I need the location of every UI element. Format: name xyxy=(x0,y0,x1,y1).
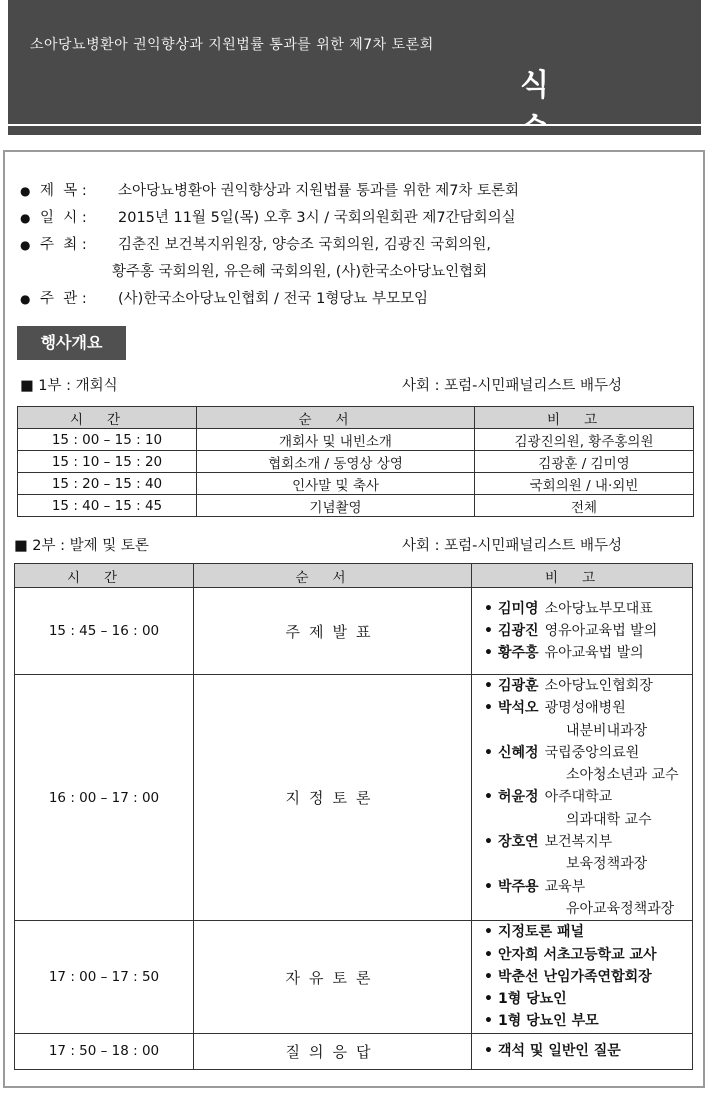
time-cell: 15 : 20 – 15 : 40 xyxy=(18,473,197,495)
info-label: 주 관 : xyxy=(40,291,87,307)
note-name: 안자희 서초고등학교 교사 xyxy=(498,946,657,963)
bullet-icon: ● xyxy=(20,184,31,198)
note-item xyxy=(484,742,692,764)
info-value: (사)한국소아당뇨인협회 / 전국 1형당뇨 부모모임 xyxy=(118,291,428,307)
note-desc: 교육부 xyxy=(544,878,586,895)
part1-host: 사회 : 포럼-시민패널리스트 배두성 xyxy=(402,378,623,394)
note-name: 김미영 xyxy=(498,600,539,617)
note-item xyxy=(484,675,692,697)
table-row xyxy=(18,495,694,517)
col-item: 순서 xyxy=(197,407,475,429)
note-cell: 김광진의원, 황주홍의원 xyxy=(475,429,694,451)
note-item xyxy=(484,620,692,642)
note-name: 박석오 xyxy=(498,700,539,717)
item-cell: 인사말 및 축사 xyxy=(197,473,475,495)
note-item xyxy=(484,966,692,988)
note-item xyxy=(484,642,692,664)
table-row xyxy=(18,473,694,495)
info-value: 황주홍 국회의원, 유은혜 국회의원, (사)한국소아당뇨인협회 xyxy=(112,264,488,280)
note-cell xyxy=(472,675,693,921)
note-item xyxy=(484,1010,692,1032)
info-label: 제 목 : xyxy=(40,183,87,199)
info-row xyxy=(20,259,690,286)
note-desc: 보건복지부 xyxy=(544,834,613,851)
note-cell: 김광훈 / 김미영 xyxy=(475,451,694,473)
time-cell: 16 : 00 – 17 : 00 xyxy=(15,675,194,921)
info-value: 2015년 11월 5일(목) 오후 3시 / 국회의원회관 제7간담회의실 xyxy=(118,210,516,226)
note-name: 1형 당뇨인 xyxy=(498,991,567,1008)
item-cell: 주제발표 xyxy=(194,588,472,675)
bullet-icon: • xyxy=(484,700,493,717)
bullet-icon: • xyxy=(484,622,493,639)
col-time: 시간 xyxy=(15,564,194,588)
table-row xyxy=(18,429,694,451)
bullet-icon: • xyxy=(484,946,493,963)
info-value: 김춘진 보건복지위원장, 양승조 국회의원, 김광진 국회의원, xyxy=(118,237,492,253)
table-row xyxy=(15,675,693,921)
item-cell: 지정토론 xyxy=(194,675,472,921)
note-name: 지정토론 패널 xyxy=(498,924,585,941)
info-row xyxy=(20,232,690,259)
note-item xyxy=(484,697,692,719)
time-cell: 17 : 00 – 17 : 50 xyxy=(15,921,194,1033)
note-item xyxy=(484,831,692,853)
note-name: 황주홍 xyxy=(498,645,539,662)
item-cell: 자유토론 xyxy=(194,921,472,1033)
note-name: 신혜정 xyxy=(498,744,539,761)
info-value: 소아당뇨병환아 권익향상과 지원법률 통과를 위한 제7차 토론회 xyxy=(118,183,520,199)
table-row xyxy=(15,1033,693,1069)
note-item xyxy=(484,988,692,1010)
note-name: 1형 당뇨인 부모 xyxy=(498,1013,599,1030)
note-name: 박주용 xyxy=(498,878,539,895)
bullet-icon: ● xyxy=(20,292,31,306)
overview-label: 행사개요 xyxy=(17,326,126,360)
part1-title: ■ 1부 : 개회식 xyxy=(20,378,118,394)
note-item xyxy=(484,921,692,943)
bullet-icon: • xyxy=(484,924,493,941)
item-cell: 개회사 및 내빈소개 xyxy=(197,429,475,451)
bullet-icon: • xyxy=(484,1013,493,1030)
note-desc: 광명성애병원 xyxy=(544,700,626,717)
col-note: 비고 xyxy=(475,407,694,429)
note-name: 김광진 xyxy=(498,622,539,639)
bullet-icon: • xyxy=(484,744,493,761)
part1-table xyxy=(17,406,694,517)
bullet-icon: • xyxy=(484,878,493,895)
bullet-icon: • xyxy=(484,678,493,694)
note-desc: 국립중앙의료원 xyxy=(544,744,640,761)
note-desc-cont: 내분비내과장 xyxy=(566,722,648,739)
part2-host: 사회 : 포럼-시민패널리스트 배두성 xyxy=(402,538,623,554)
header-rule xyxy=(8,126,701,135)
bullet-icon: • xyxy=(484,789,493,806)
note-name: 객석 및 일반인 질문 xyxy=(498,1043,621,1060)
note-name: 박춘선 난임가족연합회장 xyxy=(498,968,652,985)
part2-title: ■ 2부 : 발제 및 토론 xyxy=(14,538,149,554)
bullet-icon: • xyxy=(484,991,493,1008)
part2-table xyxy=(14,563,693,1070)
time-cell: 17 : 50 – 18 : 00 xyxy=(15,1033,194,1069)
info-row xyxy=(20,205,690,232)
note-item xyxy=(484,598,692,620)
bullet-icon: • xyxy=(484,645,493,662)
note-desc-cont: 의과대학 교수 xyxy=(566,811,652,828)
page-title: 식 xyxy=(520,68,629,103)
note-cell: 국회의원 / 내·외빈 xyxy=(475,473,694,495)
note-desc: 아주대학교 xyxy=(544,789,613,806)
col-time: 시간 xyxy=(18,407,197,429)
event-info xyxy=(20,178,690,313)
note-desc-cont: 유아교육정책과장 xyxy=(566,900,675,917)
table-row xyxy=(15,921,693,1033)
note-item xyxy=(484,944,692,966)
table-row xyxy=(15,588,693,675)
time-cell: 15 : 45 – 16 : 00 xyxy=(15,588,194,675)
col-note: 비고 xyxy=(472,564,693,588)
table-row xyxy=(18,451,694,473)
note-item xyxy=(484,786,692,808)
note-desc: 소아당뇨부모대표 xyxy=(544,600,653,617)
note-name: 장호연 xyxy=(498,834,539,851)
info-label: 주 최 : xyxy=(40,237,87,253)
bullet-icon: ● xyxy=(20,211,31,225)
note-cell xyxy=(472,921,693,1033)
bullet-icon: ● xyxy=(20,238,31,252)
note-cell: 전체 xyxy=(475,495,694,517)
note-item xyxy=(484,876,692,898)
bullet-icon: • xyxy=(484,1043,493,1060)
info-row xyxy=(20,178,690,205)
note-desc: 유아교육법 발의 xyxy=(544,645,644,662)
note-desc: 소아당뇨인협회장 xyxy=(544,678,653,694)
time-cell: 15 : 10 – 15 : 20 xyxy=(18,451,197,473)
time-cell: 15 : 00 – 15 : 10 xyxy=(18,429,197,451)
item-cell: 기념촬영 xyxy=(197,495,475,517)
time-cell: 15 : 40 – 15 : 45 xyxy=(18,495,197,517)
note-name: 김광훈 xyxy=(498,678,539,694)
note-cell xyxy=(472,588,693,675)
note-name: 허윤정 xyxy=(498,789,539,806)
bullet-icon: • xyxy=(484,600,493,617)
event-title: 소아당뇨병환아 권익향상과 지원법률 통과를 위한 제7차 토론회 xyxy=(30,37,434,53)
col-item: 순서 xyxy=(194,564,472,588)
header-banner xyxy=(8,0,701,124)
bullet-icon: • xyxy=(484,834,493,851)
note-item xyxy=(484,1040,692,1062)
note-desc: 영유아교육법 발의 xyxy=(544,622,658,639)
item-cell: 질의응답 xyxy=(194,1033,472,1069)
note-desc-cont: 소아청소년과 교수 xyxy=(566,767,679,784)
info-row xyxy=(20,286,690,313)
info-label: 일 시 : xyxy=(40,210,87,226)
item-cell: 협회소개 / 동영상 상영 xyxy=(197,451,475,473)
note-cell xyxy=(472,1033,693,1069)
bullet-icon: • xyxy=(484,968,493,985)
note-desc-cont: 보육정책과장 xyxy=(566,856,648,873)
